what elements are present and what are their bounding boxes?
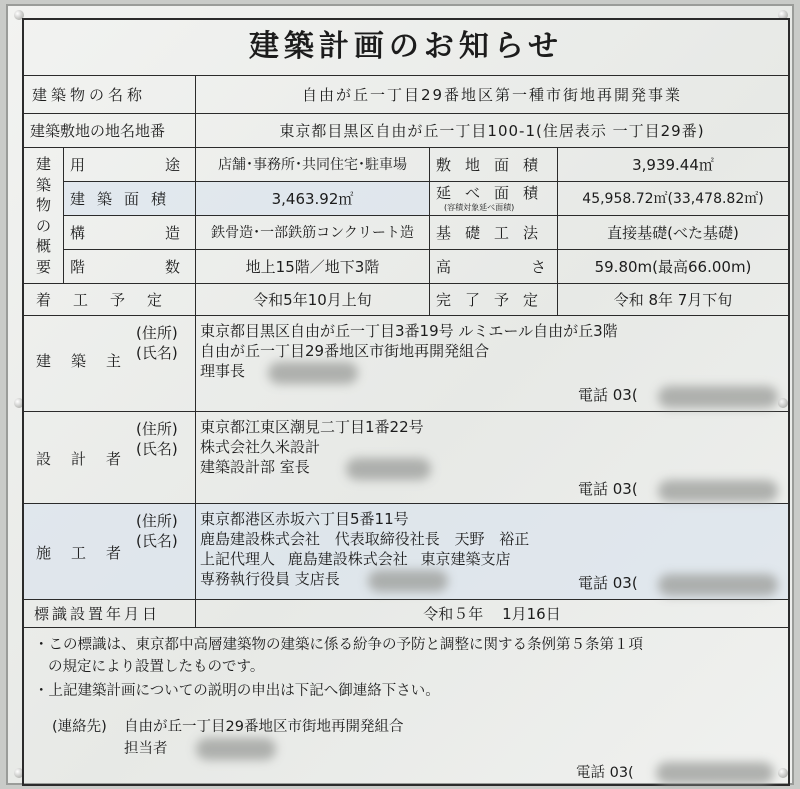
finish-label: 完了予定 <box>436 291 553 309</box>
contractor-addr-label: (住所) <box>136 512 178 530</box>
owner-line-org: 自由が丘一丁目29番地区市街地再開発組合 <box>200 342 490 360</box>
contractor-phone: 電話 03( <box>578 574 638 592</box>
start-label: 着工予定 <box>36 291 185 309</box>
owner-line-title: 理事長 <box>200 362 246 380</box>
foundation-label-cell <box>430 216 558 250</box>
use-label: 用途 <box>70 156 261 174</box>
foundation-value: 直接基礎(べた基礎) <box>607 224 739 242</box>
site-label-cell <box>24 114 196 148</box>
owner-label-cell <box>24 316 196 412</box>
contractor-line-org: 鹿島建設株式会社 代表取締役社長 天野 裕正 <box>200 530 530 548</box>
redacted-name <box>196 738 276 760</box>
building-area-label: 建築面積 <box>70 190 179 208</box>
use-value: 店舗･事務所･共同住宅･駐車場 <box>218 157 407 173</box>
floors-value: 地上15階／地下3階 <box>245 258 380 276</box>
contact-org: 自由が丘一丁目29番地区市街地再開発組合 <box>124 719 404 735</box>
floors-label-cell <box>64 250 261 284</box>
finish-cell <box>558 284 788 316</box>
height-label-cell <box>430 250 627 284</box>
designer-label: 設計者 <box>36 450 142 468</box>
contractor-cell <box>196 504 788 600</box>
start-label-cell <box>24 284 196 316</box>
redacted-name <box>368 570 448 592</box>
note-line-2: の規定により設置したものです。 <box>48 659 265 675</box>
finish-value: 令和 8年 7月下旬 <box>613 291 733 309</box>
designer-phone: 電話 03( <box>578 480 638 498</box>
owner-name-label: (氏名) <box>136 344 178 362</box>
designer-name-label: (氏名) <box>136 440 178 458</box>
contact-phone: 電話 03( <box>576 765 634 781</box>
contact-label: (連絡先) <box>52 719 107 735</box>
title-row <box>24 20 788 76</box>
designer-line-address: 東京都江東区潮見二丁目1番22号 <box>200 418 424 436</box>
note-line-1: ・この標識は、東京都中高層建築物の建築に係る紛争の予防と調整に関する条例第５条第１項 <box>34 637 643 653</box>
redacted-phone <box>658 574 778 596</box>
floors-label: 階数 <box>70 258 261 276</box>
contractor-name-label: (氏名) <box>136 532 178 550</box>
floor-area-value: 45,958.72㎡(33,478.82㎡) <box>582 191 764 207</box>
project-name-value: 自由が丘一丁目29番地区第一種市街地再開発事業 <box>301 86 683 104</box>
structure-value: 鉄骨造･一部鉄筋コンクリート造 <box>211 225 414 241</box>
floor-area-cell <box>558 182 788 216</box>
redacted-phone <box>658 480 778 502</box>
building-area-value: 3,463.92㎡ <box>271 190 354 208</box>
page-title: 建築計画のお知らせ <box>248 29 564 64</box>
designer-line-org: 株式会社久米設計 <box>200 438 321 456</box>
notes-section <box>24 628 788 784</box>
owner-cell <box>196 316 788 412</box>
floors-cell <box>196 250 430 284</box>
redacted-phone <box>656 762 774 784</box>
project-name-label-cell <box>24 76 196 114</box>
sign-board <box>6 4 794 785</box>
note-line-3: ・上記建築計画についての説明の申出は下記へ御連絡下さい。 <box>34 683 440 699</box>
sign-date-cell <box>196 600 788 628</box>
project-name-cell <box>196 76 788 114</box>
designer-cell <box>196 412 788 504</box>
owner-label: 建築主 <box>36 352 142 370</box>
site-area-label: 敷地面積 <box>436 156 553 174</box>
floor-area-sublabel: (容積対象延べ面積) <box>444 203 515 212</box>
contractor-line-address: 東京都港区赤坂六丁目5番11号 <box>200 510 409 528</box>
use-label-cell <box>64 148 261 182</box>
floor-area-label: 延べ面積 <box>436 184 553 202</box>
height-value: 59.80m(最高66.00m) <box>594 258 752 276</box>
contractor-label: 施工者 <box>36 544 142 562</box>
owner-phone: 電話 03( <box>578 386 638 404</box>
owner-line-address: 東京都目黒区自由が丘一丁目3番19号 ルミエール自由が丘3階 <box>200 322 618 340</box>
site-area-value: 3,939.44㎡ <box>632 156 714 174</box>
structure-cell <box>196 216 430 250</box>
contractor-label-cell <box>24 504 196 600</box>
contractor-line-title: 専務執行役員 支店長 <box>200 570 340 588</box>
height-cell <box>558 250 788 284</box>
sign-date-value: 令和５年 1月16日 <box>423 605 561 623</box>
designer-line-title: 建築設計部 室長 <box>200 458 310 476</box>
start-cell <box>196 284 430 316</box>
start-value: 令和5年10月上旬 <box>253 291 372 309</box>
overview-group-label: 建築物の概要 <box>35 155 51 276</box>
height-label: 高さ <box>436 258 627 276</box>
structure-label-cell <box>64 216 261 250</box>
finish-label-cell <box>430 284 558 316</box>
building-area-label-cell <box>64 182 196 216</box>
sign-date-label: 標識設置年月日 <box>34 605 161 623</box>
redacted-phone <box>658 386 778 408</box>
site-area-cell <box>558 148 788 182</box>
designer-label-cell <box>24 412 196 504</box>
structure-label: 構造 <box>70 224 261 242</box>
floor-area-label-cell <box>430 182 558 216</box>
redacted-name <box>346 458 431 480</box>
owner-addr-label: (住所) <box>136 324 178 342</box>
foundation-cell <box>558 216 788 250</box>
overview-group-cell <box>24 148 64 284</box>
use-cell <box>196 148 430 182</box>
site-area-label-cell <box>430 148 558 182</box>
project-name-label: 建築物の名称 <box>32 86 147 104</box>
contact-person-label: 担当者 <box>124 741 168 757</box>
site-value: 東京都目黒区自由が丘一丁目100-1(住居表示 一丁目29番) <box>279 122 705 140</box>
foundation-label: 基礎工法 <box>436 224 553 242</box>
site-cell <box>196 114 788 148</box>
sign-date-label-cell <box>24 600 196 628</box>
notice-table <box>22 18 790 786</box>
designer-addr-label: (住所) <box>136 420 178 438</box>
redacted-name <box>268 362 358 384</box>
building-area-cell <box>196 182 430 216</box>
site-label: 建築敷地の地名地番 <box>30 122 166 140</box>
contractor-line-agent: 上記代理人 鹿島建設株式会社 東京建築支店 <box>200 550 511 568</box>
